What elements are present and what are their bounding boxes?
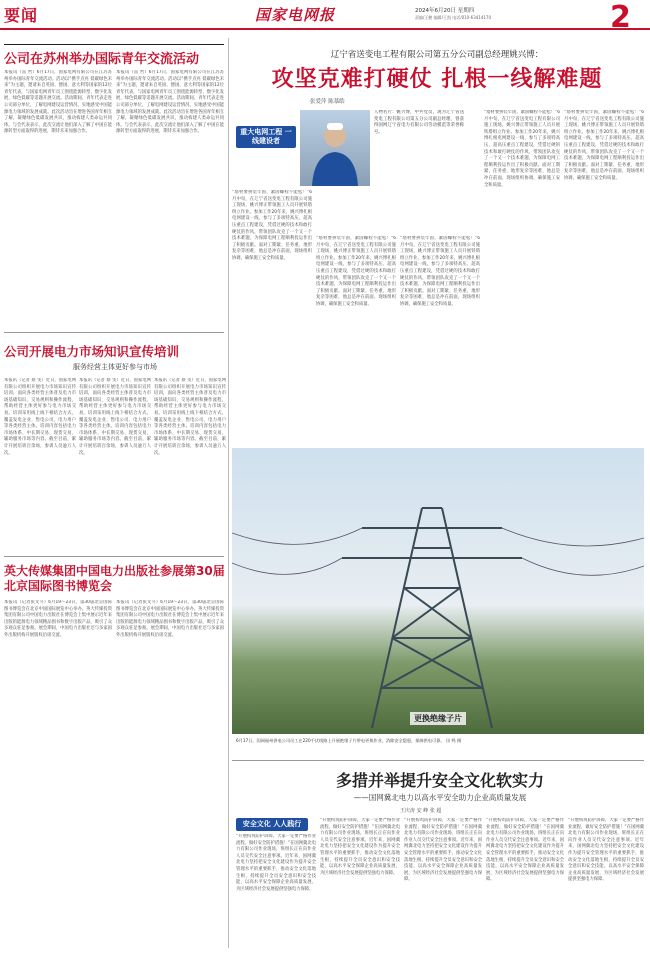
column-badge: 重大电网工程 一线建设者	[236, 126, 296, 148]
editor-info: 责编/王鹏 编辑/王凯 电话/010-63414170	[415, 15, 492, 20]
feature-byline: 张爱萍 陈慕皓	[310, 99, 345, 105]
feature-body-cont2: “塔材要拼装牢固，紧固螺栓不能松！”6月中旬，在辽宁省送变电工程有限公司施工现场，姚兴博正带领施工人员开展铁塔组立作业。参加工作20年来，姚兴博扎根电网建设一线，参与了多项特高压、超高压重点工程建设，凭借过硬的技术和敢打硬仗的作风，带领团队攻克了一个又一个技术难题，为保障电网工程顺利投运作出了积极贡献。面对工期紧、任务重、地形复杂等困难，他总是冲在前面，现场组织协调，确保施工安全和质量。	[400, 236, 480, 307]
article-d-body-cont: “开展构筑防护屏障，大家一定要严格作业流程，做好安全防护措施！”在国网冀北电力有限公司作业现场，班组长正在向作业人员交代安全注意事项。近年来，国网冀北电力坚持把安全文化建设作为提升安全管理水平的重要抓手，推动安全文化落地生根，持续提升全员安全意识和安全技能，以高水平安全保障企业高质量发展，为区域经济社会发展提供坚强电力保障。	[320, 818, 400, 876]
article-b-body-cont2: 本报讯（记者 蔡 雯）近日，国家电网有限公司组织开展电力市场知识宣传培训，面向各类经营主体普及电力市场基础知识、交易规则和操作流程，帮助经营主体更好参与电力市场交易。培训采用线上线下相结合方式，覆盖发电企业、售电公司、电力用户等各类经营主体。培训内容包括电力市场体系、中长期交易、现货交易、辅助服务市场等内容。截至目前，累计开展培训百余场，参训人员逾万人次。	[154, 378, 226, 456]
article-b-body: 本报讯（记者 蔡 雯）近日，国家电网有限公司组织开展电力市场知识宣传培训，面向各类经营主体普及电力市场基础知识、交易规则和操作流程，帮助经营主体更好参与电力市场交易。培训采用线上线下相结合方式，覆盖发电企业、售电公司、电力用户等各类经营主体。培训内容包括电力市场体系、中长期交易、现货交易、辅助服务市场等内容。截至目前，累计开展培训百余场，参训人员逾万人次。	[4, 378, 76, 456]
article-a-body: 本报讯（雷 哲）6月17日，国家电网有限公司在江苏苏州举办国际青年交流活动。活动以“携手点亮 低碳绿色未来”为主题，邀请来自英国、德国、意大利等国家的12位青年代表，与国家电网青年员工围绕能源转型、数字化发展、绿色低碳等话题开展交流。活动期间，青年代表走进公司部分单位，了解电网建设运营情况，实地感受中国能源电力领域的发展成就。此次活动旨在增进各国青年相互了解，凝聚绿色低碳发展共识，推动构建人类命运共同体。与会代表表示，此次交流让他们深入了解了中国在能源转型方面取得的进展，期待未来加强合作。	[4, 70, 112, 135]
article-d-body-cont2: “开展构筑防护屏障，大家一定要严格作业流程，做好安全防护措施！”在国网冀北电力有限公司作业现场，班组长正在向作业人员交代安全注意事项。近年来，国网冀北电力坚持把安全文化建设作为提升安全管理水平的重要抓手，推动安全文化落地生根，持续提升全员安全意识和安全技能，以高水平安全保障企业高质量发展，为区域经济社会发展提供坚强电力保障。	[404, 818, 482, 883]
article-d-body: “开展构筑防护屏障，大家一定要严格作业流程，做好安全防护措施！”在国网冀北电力有限公司作业现场，班组长正在向作业人员交代安全注意事项。近年来，国网冀北电力坚持把安全文化建设作为提升安全管理水平的重要抓手，推动安全文化落地生根，持续提升全员安全意识和安全技能，以高水平安全保障企业高质量发展，为区域经济社会发展提供坚强电力保障。	[236, 834, 316, 892]
safety-column-badge: 安全文化 人人践行	[236, 818, 308, 831]
article-c-title: 英大传媒集团中国电力出版社参展第30届北京国际图书博览会	[4, 564, 225, 593]
article-d-byline: 王庆涛 安 峰 张 超	[400, 808, 442, 814]
masthead: 国家电网报	[255, 6, 336, 24]
person-intro: 人物名片：姚兴博，中共党员，现为辽宁省送变电工程有限公司第五分公司副总经理，曾获得国网辽宁省电力有限公司劳动模范等荣誉称号。	[374, 110, 464, 135]
page-number: 2	[610, 0, 631, 35]
article-d-subtitle: ——国网冀北电力以高水平安全助力企业高质量发展	[353, 793, 527, 802]
article-a-title: 公司在苏州举办国际青年交流活动	[4, 44, 224, 67]
divider	[232, 760, 644, 761]
section-label: 要闻	[4, 6, 39, 25]
issue-date: 2024年6月20日 星期四	[415, 8, 475, 14]
article-d-body-cont3: “开展构筑防护屏障，大家一定要严格作业流程，做好安全防护措施！”在国网冀北电力有限公司作业现场，班组长正在向作业人员交代安全注意事项。近年来，国网冀北电力坚持把安全文化建设作为提升安全管理水平的重要抓手，推动安全文化落地生根，持续提升全员安全意识和安全技能，以高水平安全保障企业高质量发展，为区域经济社会发展提供坚强电力保障。	[486, 818, 564, 883]
feature-body-cont4: “塔材要拼装牢固，紧固螺栓不能松！”6月中旬，在辽宁省送变电工程有限公司施工现场，姚兴博正带领施工人员开展铁塔组立作业。参加工作20年来，姚兴博扎根电网建设一线，参与了多项特高压、超高压重点工程建设，凭借过硬的技术和敢打硬仗的作风，带领团队攻克了一个又一个技术难题，为保障电网工程顺利投运作出了积极贡献。面对工期紧、任务重、地形复杂等困难，他总是冲在前面，现场组织协调，确保施工安全和质量。	[564, 110, 644, 181]
column-divider	[228, 38, 229, 948]
feature-body-cont: “塔材要拼装牢固，紧固螺栓不能松！”6月中旬，在辽宁省送变电工程有限公司施工现场，姚兴博正带领施工人员开展铁塔组立作业。参加工作20年来，姚兴博扎根电网建设一线，参与了多项特高压、超高压重点工程建设，凭借过硬的技术和敢打硬仗的作风，带领团队攻克了一个又一个技术难题，为保障电网工程顺利投运作出了积极贡献。面对工期紧、任务重、地形复杂等困难，他总是冲在前面，现场组织协调，确保施工安全和质量。	[316, 236, 396, 307]
article-c-body-cont: 本报讯（记者张文斗）6月19～23日，第30届北京国际图书博览会在北京中国国际展览中心举办。英大传媒投资集团有限公司中国电力出版社在博览会上集中展示近年来出版的能源电力领域精品图书和数字出版产品，吸引了众多观众驻足参观。展会期间，中国电力出版社还与多家国外出版机构开展版权洽谈交流。	[116, 600, 224, 638]
feature-supertitle: 辽宁省送变电工程有限公司第五分公司副总经理姚兴博：	[330, 50, 544, 60]
tower-photo	[232, 448, 644, 734]
article-b-body-cont: 本报讯（记者 蔡 雯）近日，国家电网有限公司组织开展电力市场知识宣传培训，面向各类经营主体普及电力市场基础知识、交易规则和操作流程，帮助经营主体更好参与电力市场交易。培训采用线上线下相结合方式，覆盖发电企业、售电公司、电力用户等各类经营主体。培训内容包括电力市场体系、中长期交易、现货交易、辅助服务市场等内容。截至目前，累计开展培训百余场，参训人员逾万人次。	[79, 378, 151, 456]
article-b-title: 公司开展电力市场知识宣传培训	[4, 344, 180, 359]
portrait-photo	[300, 110, 370, 186]
photo-caption: 6月17日，国网福州供电公司员工在220千伏线路上开展绝缘子片带电更换作业，消除安全隐患，保障供电可靠。 田 鸣 摄	[236, 738, 462, 743]
feature-body: “塔材要拼装牢固，紧固螺栓不能松！”6月中旬，在辽宁省送变电工程有限公司施工现场，姚兴博正带领施工人员开展铁塔组立作业。参加工作20年来，姚兴博扎根电网建设一线，参与了多项特高压、超高压重点工程建设，凭借过硬的技术和敢打硬仗的作风，带领团队攻克了一个又一个技术难题，为保障电网工程顺利投运作出了积极贡献。面对工期紧、任务重、地形复杂等困难，他总是冲在前面，现场组织协调，确保施工安全和质量。	[232, 190, 312, 261]
article-b-subtitle: 服务经营主体更好参与市场	[73, 363, 157, 371]
photo-title: 更换绝缘子片	[410, 712, 466, 725]
article-d-body-cont4: “开展构筑防护屏障，大家一定要严格作业流程，做好安全防护措施！”在国网冀北电力有限公司作业现场，班组长正在向作业人员交代安全注意事项。近年来，国网冀北电力坚持把安全文化建设作为提升安全管理水平的重要抓手，推动安全文化落地生根，持续提升全员安全意识和安全技能，以高水平安全保障企业高质量发展，为区域经济社会发展提供坚强电力保障。	[568, 818, 644, 883]
article-d-title: 多措并举提升安全文化软实力	[335, 771, 544, 790]
feature-title: 攻坚克难打硬仗 扎根一线解难题	[271, 67, 603, 92]
article-a-body-cont: 本报讯（雷 哲）6月17日，国家电网有限公司在江苏苏州举办国际青年交流活动。活动以“携手点亮 低碳绿色未来”为主题，邀请来自英国、德国、意大利等国家的12位青年代表，与国家电网青年员工围绕能源转型、数字化发展、绿色低碳等话题开展交流。活动期间，青年代表走进公司部分单位，了解电网建设运营情况，实地感受中国能源电力领域的发展成就。此次活动旨在增进各国青年相互了解，凝聚绿色低碳发展共识，推动构建人类命运共同体。与会代表表示，此次交流让他们深入了解了中国在能源转型方面取得的进展，期待未来加强合作。	[116, 70, 224, 135]
article-c-body: 本报讯（记者张文斗）6月19～23日，第30届北京国际图书博览会在北京中国国际展览中心举办。英大传媒投资集团有限公司中国电力出版社在博览会上集中展示近年来出版的能源电力领域精品图书和数字出版产品，吸引了众多观众驻足参观。展会期间，中国电力出版社还与多家国外出版机构开展版权洽谈交流。	[4, 600, 112, 638]
divider	[4, 332, 224, 333]
feature-body-cont3: “塔材要拼装牢固，紧固螺栓不能松！”6月中旬，在辽宁省送变电工程有限公司施工现场，姚兴博正带领施工人员开展铁塔组立作业。参加工作20年来，姚兴博扎根电网建设一线，参与了多项特高压、超高压重点工程建设，凭借过硬的技术和敢打硬仗的作风，带领团队攻克了一个又一个技术难题，为保障电网工程顺利投运作出了积极贡献。面对工期紧、任务重、地形复杂等困难，他总是冲在前面，现场组织协调，确保施工安全和质量。	[484, 110, 560, 188]
divider	[4, 556, 224, 557]
